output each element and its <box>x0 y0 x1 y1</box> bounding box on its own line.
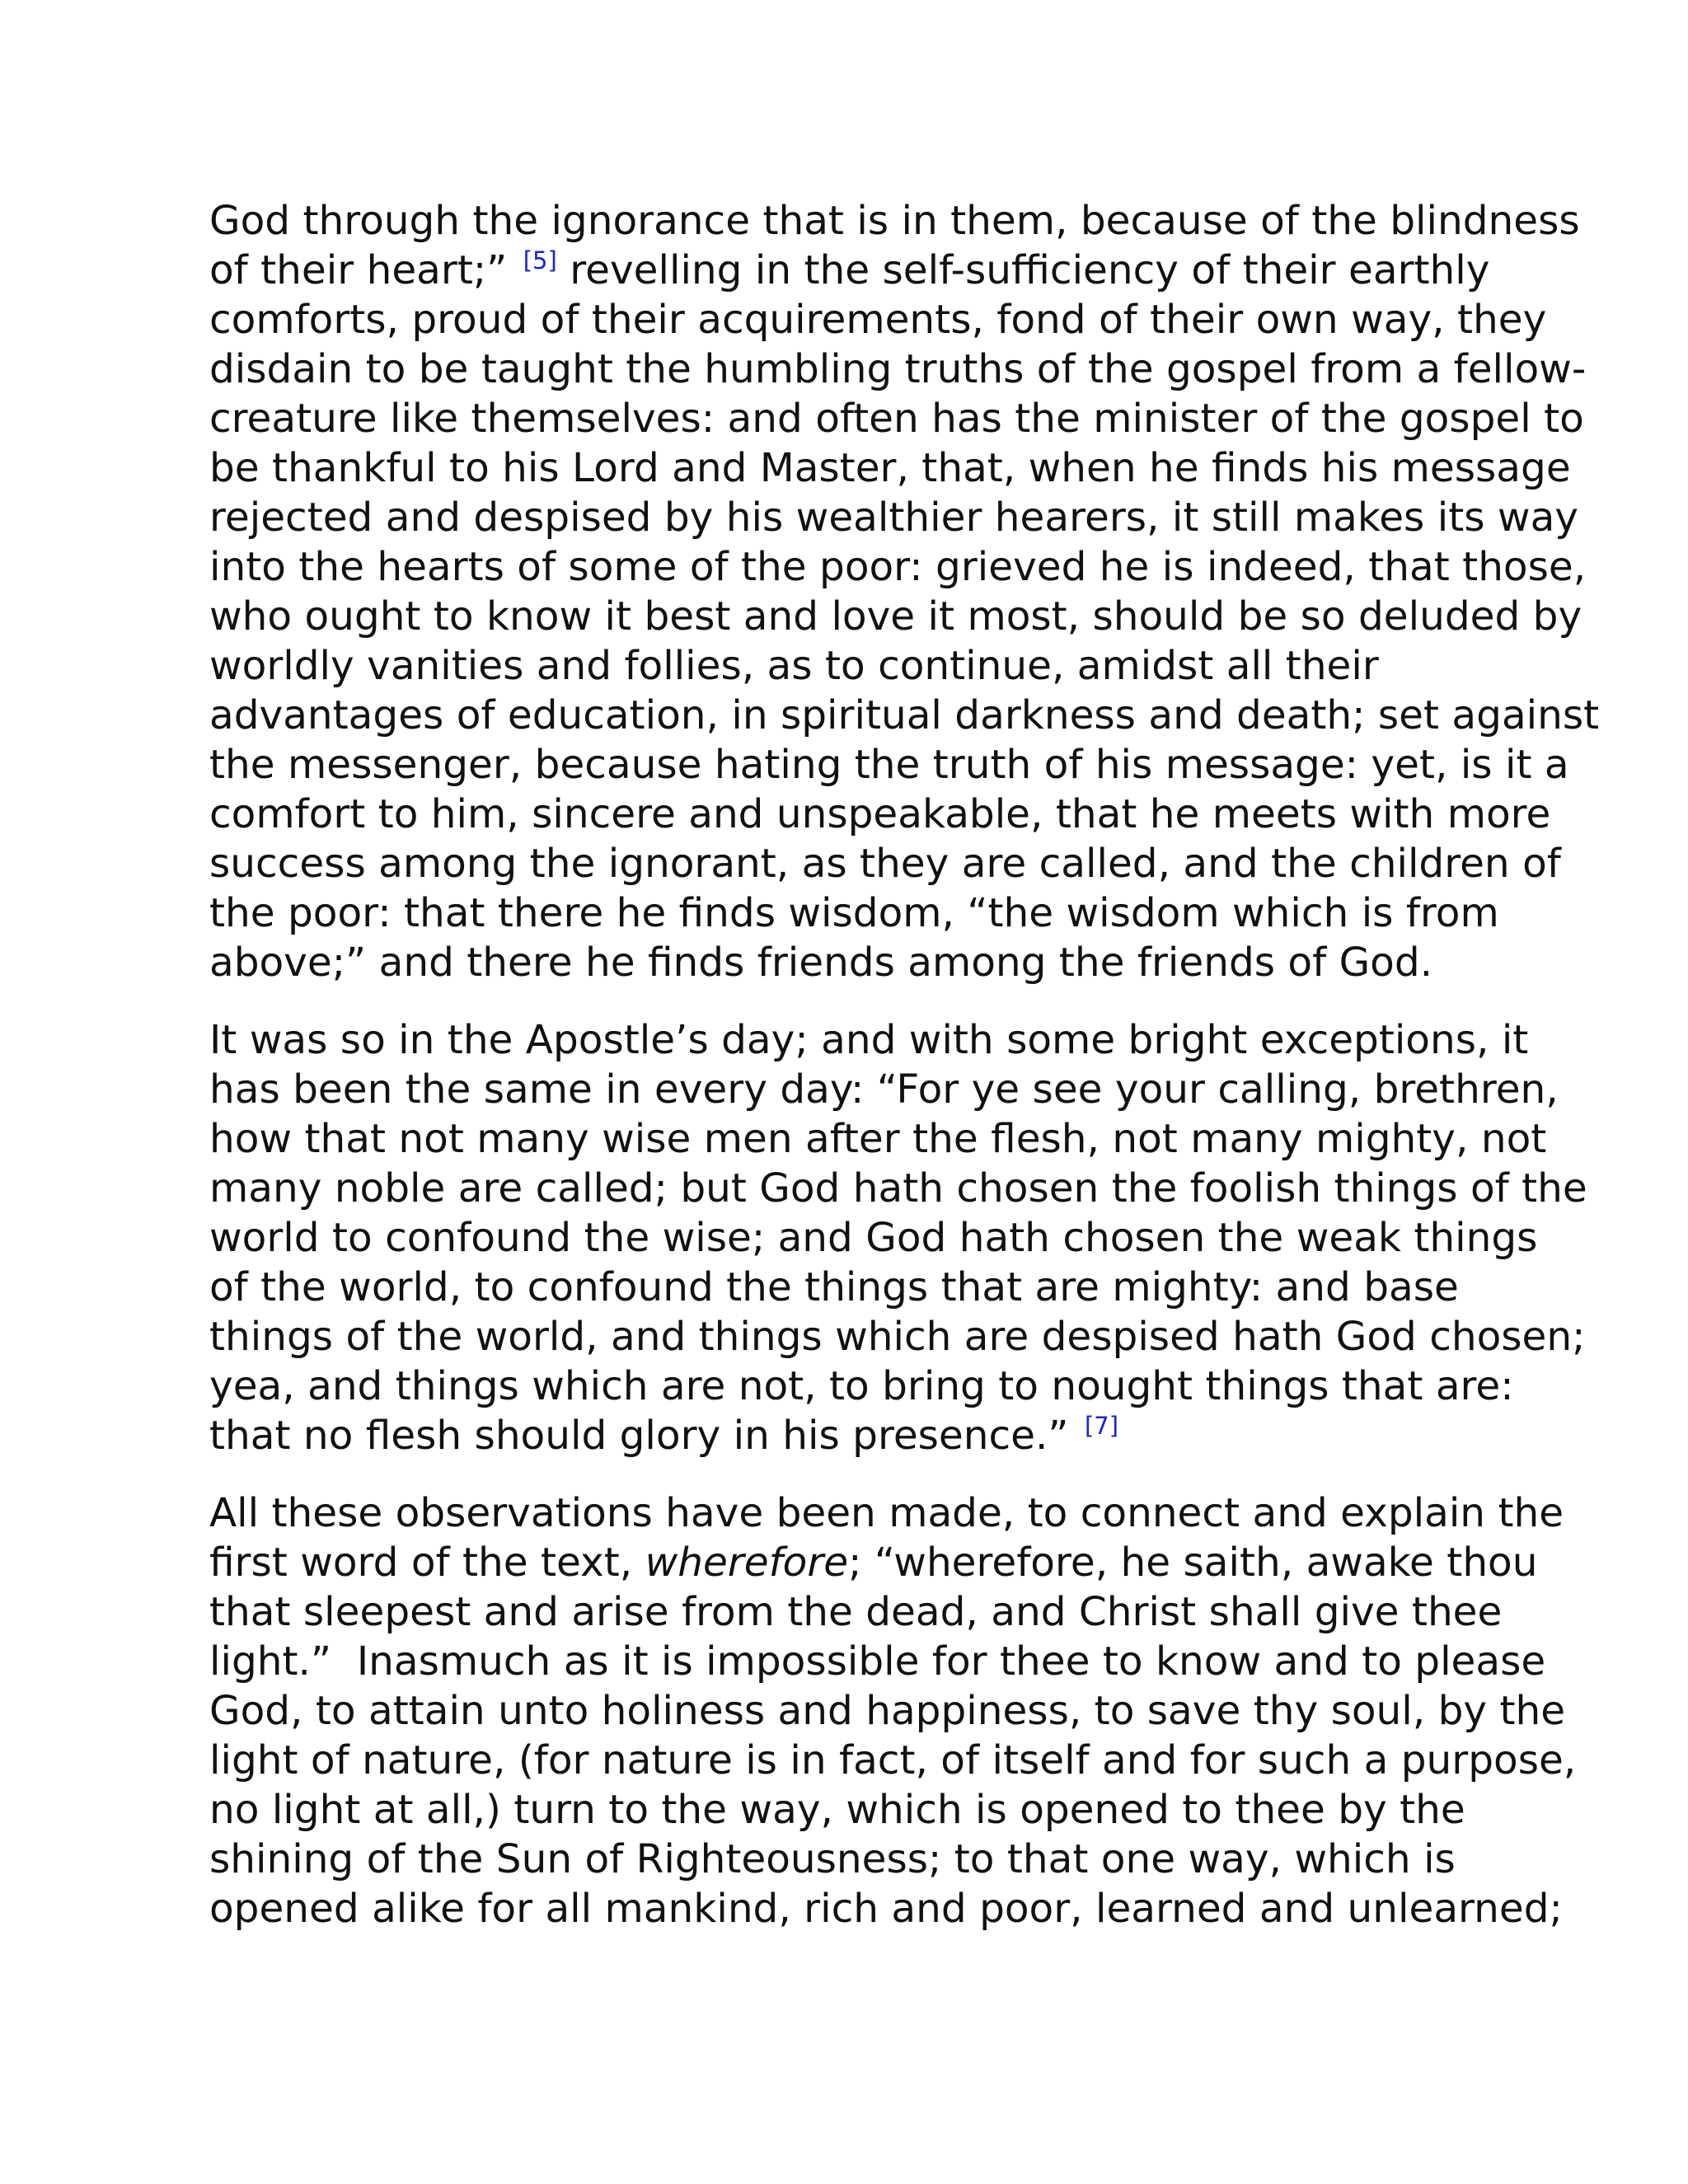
text-line: God, to attain unto holiness and happiness, to save thy soul, by the <box>209 1688 1566 1734</box>
paragraph-3 <box>209 1488 1577 1933</box>
text-line: creature like themselves: and often has the minister of the gospel to <box>209 396 1584 442</box>
text-line: things of the world, and things which are despised hath God chosen; <box>209 1314 1586 1360</box>
text-fragment: first word of the text, <box>209 1540 645 1586</box>
paragraph-1 <box>209 196 1600 987</box>
text-line: light.” Inasmuch as it is impossible for thee to know and to please <box>209 1638 1546 1685</box>
italic-word: wherefore <box>645 1540 849 1586</box>
text-line: above;” and there he finds friends among the friends of God. <box>209 940 1433 986</box>
text-line: It was so in the Apostle’s day; and with some bright exceptions, it <box>209 1017 1529 1063</box>
text-line: the messenger, because hating the truth of his message: yet, is it a <box>209 742 1569 788</box>
text-fragment: ; “wherefore, he saith, awake thou <box>848 1540 1538 1586</box>
text-line: world to confound the wise; and God hath chosen the weak things <box>209 1215 1538 1261</box>
text-line: that sleepest and arise from the dead, and Christ shall give thee <box>209 1589 1503 1635</box>
text-line: shining of the Sun of Righteousness; to that one way, which is <box>209 1836 1456 1882</box>
text-line: many noble are called; but God hath chosen the foolish things of the <box>209 1165 1587 1212</box>
text-line: light of nature, (for nature is in fact, of itself and for such a purpose, <box>209 1737 1577 1783</box>
paragraph-2 <box>209 1015 1587 1460</box>
text-fragment: that no flesh should glory in his presence.” <box>209 1413 1069 1459</box>
text-line: disdain to be taught the humbling truths of the gospel from a fellow- <box>209 346 1587 392</box>
text-line: the poor: that there he finds wisdom, “the wisdom which is from <box>209 890 1499 936</box>
footnote-link-5[interactable]: [5] <box>523 246 557 274</box>
text-line: God through the ignorance that is in them, because of the blindness <box>209 198 1580 244</box>
text-line: no light at all,) turn to the way, which is opened to thee by the <box>209 1787 1465 1833</box>
text-fragment: of their heart;” <box>209 247 520 293</box>
text-line: yea, and things which are not, to bring to nought things that are: <box>209 1363 1514 1409</box>
text-line: of the world, to confound the things that are mighty: and base <box>209 1264 1459 1310</box>
text-fragment: revelling in the self-sufficiency of their earthly <box>570 247 1490 293</box>
footnote-link-7[interactable]: [7] <box>1084 1412 1119 1440</box>
text-line: advantages of education, in spiritual darkness and death; set against <box>209 692 1600 738</box>
text-line: who ought to know it best and love it most, should be so deluded by <box>209 593 1582 640</box>
text-line <box>209 1538 1538 1587</box>
text-line: be thankful to his Lord and Master, that, when he finds his message <box>209 445 1571 491</box>
text-line: how that not many wise men after the flesh, not many mighty, not <box>209 1116 1547 1162</box>
text-line: success among the ignorant, as they are called, and the children of <box>209 841 1561 887</box>
text-line: worldly vanities and follies, as to continue, amidst all their <box>209 643 1379 689</box>
text-line: All these observations have been made, to connect and explain the <box>209 1490 1564 1536</box>
document-page <box>209 196 1600 1961</box>
text-line: opened alike for all mankind, rich and poor, learned and unlearned; <box>209 1886 1563 1932</box>
text-line: into the hearts of some of the poor: grieved he is indeed, that those, <box>209 544 1587 590</box>
text-line: rejected and despised by his wealthier hearers, it still makes its way <box>209 494 1579 541</box>
text-line: comforts, proud of their acquirements, fond of their own way, they <box>209 297 1547 343</box>
text-line: has been the same in every day: “For ye see your calling, brethren, <box>209 1066 1559 1113</box>
text-line <box>209 1411 1495 1460</box>
text-line <box>209 246 1495 295</box>
text-line: comfort to him, sincere and unspeakable, that he meets with more <box>209 791 1551 837</box>
